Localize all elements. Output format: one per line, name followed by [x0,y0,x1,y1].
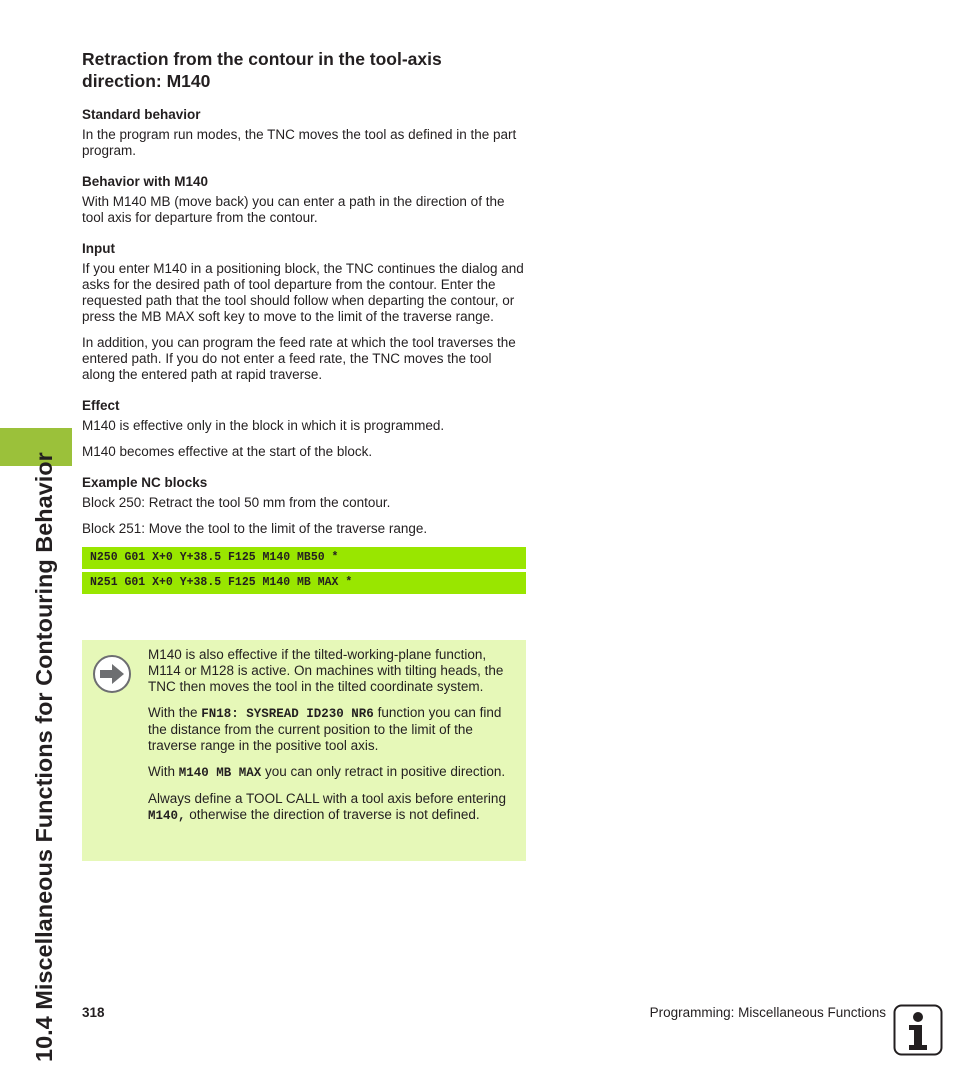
section-text: If you enter M140 in a positioning block, the TNC continues the dialog and asks for the desired path of tool departure from the contour. Enter the requested path that the tool should follow when departing the contour, or press the MB MAX soft key to move to the limit of the traverse range. [82,261,524,324]
note-paragraph: M140 is also effective if the tilted-working-plane function, M114 or M128 is active. On machines with tilting heads, the TNC then moves the tool in the tilted coordinate system. [148,647,504,694]
code-line: N251 G01 X+0 Y+38.5 F125 M140 MB MAX * [82,572,526,594]
page-number: 318 [82,1005,105,1020]
note-text [148,647,520,834]
section-title: Standard behavior [82,107,201,122]
section-input [82,240,526,383]
code-block [82,547,526,594]
inline-code: M140 MB MAX [178,766,262,780]
section-text: With M140 MB (move back) you can enter a path in the direction of the tool axis for departure from the contour. [82,194,505,225]
note-text-span: you can only retract in positive direction. [261,764,506,779]
arrow-right-icon [92,654,132,694]
section-example [82,474,526,594]
code-line: N250 G01 X+0 Y+38.5 F125 M140 MB50 * [82,547,526,569]
section-title: Behavior with M140 [82,174,209,189]
inline-code: M140, [148,809,186,823]
footer-chapter-title: Programming: Miscellaneous Functions [649,1005,886,1020]
section-text: Block 251: Move the tool to the limit of the traverse range. [82,521,428,536]
section-text: M140 is effective only in the block in which it is programmed. [82,418,445,433]
note-paragraph [148,764,520,781]
section-text: In addition, you can program the feed rate at which the tool traverses the entered path. If you do not enter a feed rate, the TNC moves the tool along the entered path at rapid traverse. [82,335,516,382]
note-text-span: With [148,764,179,779]
section-title: Input [82,241,115,256]
section-standard-behavior [82,106,526,159]
note-text-span: Always define a TOOL CALL with a tool axis before entering [148,791,506,806]
side-chapter-title: 10.4 Miscellaneous Functions for Contouring Behavior [31,452,57,1062]
section-effect [82,397,526,460]
note-paragraph [148,705,520,754]
note-paragraph [148,791,520,824]
section-title: Effect [82,398,120,413]
note-text-span: With the [148,705,202,720]
note-box [82,640,526,861]
inline-code: FN18: SYSREAD ID230 NR6 [201,707,374,721]
section-text: M140 becomes effective at the start of the block. [82,444,373,459]
info-icon [893,1004,943,1056]
section-behavior-m140 [82,173,526,226]
main-content [82,48,526,608]
page-heading: Retraction from the contour in the tool-axis direction: M140 [82,49,442,91]
note-text-span: function you can find the distance from the current position to the limit of the traverse range in the positive tool axis. [148,705,502,753]
section-text: Block 250: Retract the tool 50 mm from the contour. [82,495,391,510]
section-title: Example NC blocks [82,475,208,490]
note-text-span: otherwise the direction of traverse is not defined. [185,807,480,822]
section-text: In the program run modes, the TNC moves the tool as defined in the part program. [82,127,517,158]
